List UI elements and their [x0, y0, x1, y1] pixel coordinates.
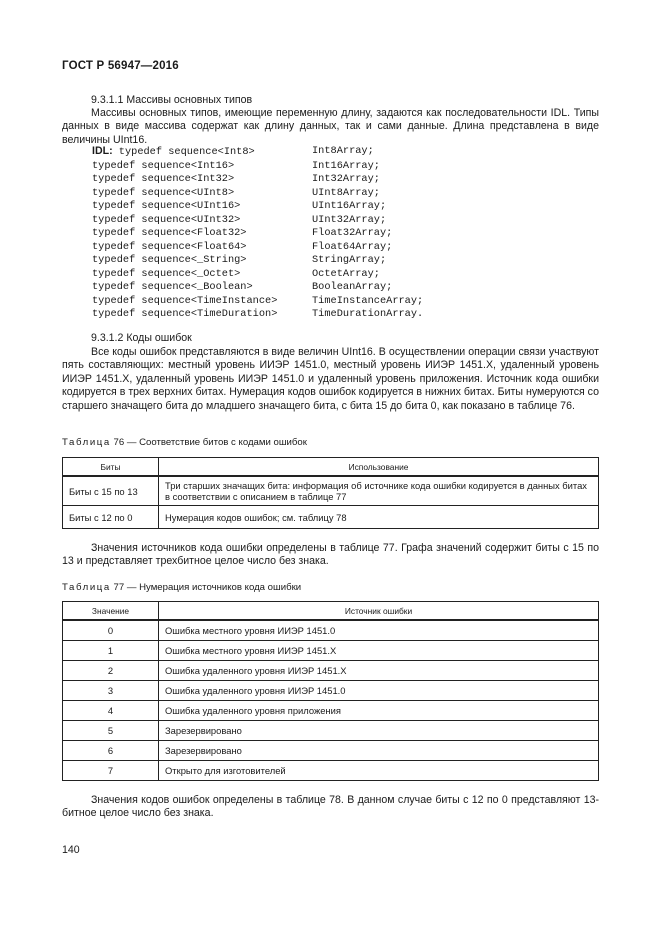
idl-line	[92, 308, 423, 322]
caption-title: 76 — Соответствие битов с кодами ошибок	[110, 437, 307, 448]
idl-type-name: UInt32Array;	[312, 213, 387, 226]
idl-decl: typedef sequence<UInt32>	[92, 213, 241, 226]
table-77	[62, 601, 599, 781]
table-cell: Зарезервировано	[159, 721, 599, 741]
idl-decl: typedef sequence<_Boolean>	[92, 281, 253, 293]
idl-decl: typedef sequence<Int16>	[92, 159, 235, 172]
idl-decl: typedef sequence<Float32>	[92, 227, 247, 239]
idl-decl: typedef sequence<_Octet>	[92, 267, 241, 280]
table-header: Источник ошибки	[159, 602, 599, 621]
idl-line	[92, 173, 423, 187]
idl-line	[92, 241, 423, 255]
idl-decl: typedef sequence<UInt16>	[92, 200, 241, 212]
idl-line	[92, 254, 423, 268]
table-cell: 7	[63, 761, 159, 781]
table-header: Использование	[159, 458, 599, 477]
idl-type-name: OctetArray;	[312, 267, 380, 280]
idl-type-name: BooleanArray;	[312, 281, 393, 293]
idl-line	[92, 268, 423, 282]
table-cell: Ошибка удаленного уровня ИИЭР 1451.X	[159, 661, 599, 681]
table-row	[63, 620, 599, 641]
idl-line	[92, 145, 423, 160]
paragraph-after-table-76: Значения источников кода ошибки определены в таблице 77. Графа значений содержит биты с 15 по 13 и представляет трехбитное целое число без знака.	[62, 542, 599, 568]
idl-line	[92, 160, 423, 174]
idl-line	[92, 200, 423, 214]
table-cell: 5	[63, 721, 159, 741]
table-cell: 1	[63, 641, 159, 661]
table-76	[62, 457, 599, 529]
table-row	[63, 476, 599, 506]
caption-title: 77 — Нумерация источников кода ошибки	[110, 582, 302, 593]
section-text-9-3-1-2: Все коды ошибок представляются в виде величин UInt16. В осуществлении операции связи участвуют пять составляющих: местный уровень ИИЭР 1451.0, местный уровень ИИЭР 1451.X, удаленный уровень ИИЭР 1451.X, удаленный уровень ИИЭР 1451.0 и удаленный уровень приложения. Источник кода ошибки кодируется в трех верхних битах. Нумерация кодов ошибок кодируется в нижних битах. Биты нумеруются со старшего значащего бита до младшего значащего бита, с бита 15 до бита 0, как показано в таблице 76.	[62, 346, 599, 412]
table-cell: Ошибка удаленного уровня приложения	[159, 701, 599, 721]
idl-type-name: UInt8Array;	[312, 186, 380, 199]
table-row	[63, 701, 599, 721]
table-cell: Зарезервировано	[159, 741, 599, 761]
idl-type-name: Int16Array;	[312, 159, 380, 172]
table-header: Биты	[63, 458, 159, 477]
table-cell: 3	[63, 681, 159, 701]
idl-type-name: Float64Array;	[312, 240, 393, 253]
table-cell: Ошибка удаленного уровня ИИЭР 1451.0	[159, 681, 599, 701]
idl-type-name: StringArray;	[312, 254, 387, 266]
idl-decl: typedef sequence<Int8>	[118, 146, 255, 158]
table-cell: Открыто для изготовителей	[159, 761, 599, 781]
section-heading-9-3-1-2: 9.3.1.2 Коды ошибок	[91, 332, 192, 344]
table-cell: 4	[63, 701, 159, 721]
table-cell: Нумерация кодов ошибок; см. таблицу 78	[159, 506, 599, 529]
table-77-caption	[62, 582, 301, 593]
caption-word: Таблица	[62, 582, 111, 593]
table-row	[63, 721, 599, 741]
idl-keyword: IDL:	[92, 145, 113, 157]
table-cell: Биты с 15 по 13	[63, 476, 159, 506]
table-header: Значение	[63, 602, 159, 621]
standard-header: ГОСТ Р 56947—2016	[62, 60, 179, 72]
table-cell: Ошибка местного уровня ИИЭР 1451.0	[159, 620, 599, 641]
table-row	[63, 641, 599, 661]
idl-decl: typedef sequence<Int32>	[92, 173, 235, 185]
idl-type-name: Int8Array;	[312, 145, 374, 157]
idl-line	[92, 214, 423, 228]
page-number: 140	[62, 844, 80, 856]
table-row	[63, 761, 599, 781]
section-heading-9-3-1-1: 9.3.1.1 Массивы основных типов	[91, 94, 253, 106]
idl-line	[92, 187, 423, 201]
table-row	[63, 741, 599, 761]
idl-decl: typedef sequence<_String>	[92, 254, 247, 266]
idl-type-name: TimeInstanceArray;	[312, 294, 424, 307]
idl-code-block	[92, 145, 423, 322]
idl-type-name: Float32Array;	[312, 227, 393, 239]
idl-decl: typedef sequence<TimeDuration>	[92, 308, 278, 320]
idl-line	[92, 295, 423, 309]
table-cell: Биты с 12 по 0	[63, 506, 159, 529]
idl-type-name: TimeDurationArray.	[312, 308, 424, 320]
table-cell: 6	[63, 741, 159, 761]
table-cell: 0	[63, 620, 159, 641]
table-cell: Три старших значащих бита: информация об источнике кода ошибки кодируется в данных битах в соответствии с описанием в таблице 77	[159, 476, 599, 506]
idl-decl: typedef sequence<TimeInstance>	[92, 294, 278, 307]
paragraph-after-table-77: Значения кодов ошибок определены в таблице 78. В данном случае биты с 12 по 0 представляют 13-битное целое число без знака.	[62, 794, 599, 820]
table-cell: Ошибка местного уровня ИИЭР 1451.X	[159, 641, 599, 661]
idl-type-name: UInt16Array;	[312, 200, 387, 212]
table-row	[63, 681, 599, 701]
table-76-caption	[62, 437, 307, 448]
section-text-9-3-1-1: Массивы основных типов, имеющие переменную длину, задаются как последовательности IDL. Типы данных в виде массива содержат как длину данных, так и сами данные. Длина представлена в виде величины UInt16.	[62, 107, 599, 146]
idl-type-name: Int32Array;	[312, 173, 380, 185]
idl-decl: typedef sequence<UInt8>	[92, 186, 235, 199]
table-row	[63, 661, 599, 681]
caption-word: Таблица	[62, 437, 111, 448]
idl-line	[92, 281, 423, 295]
idl-decl: typedef sequence<Float64>	[92, 240, 247, 253]
table-row	[63, 506, 599, 529]
table-cell: 2	[63, 661, 159, 681]
idl-line	[92, 227, 423, 241]
